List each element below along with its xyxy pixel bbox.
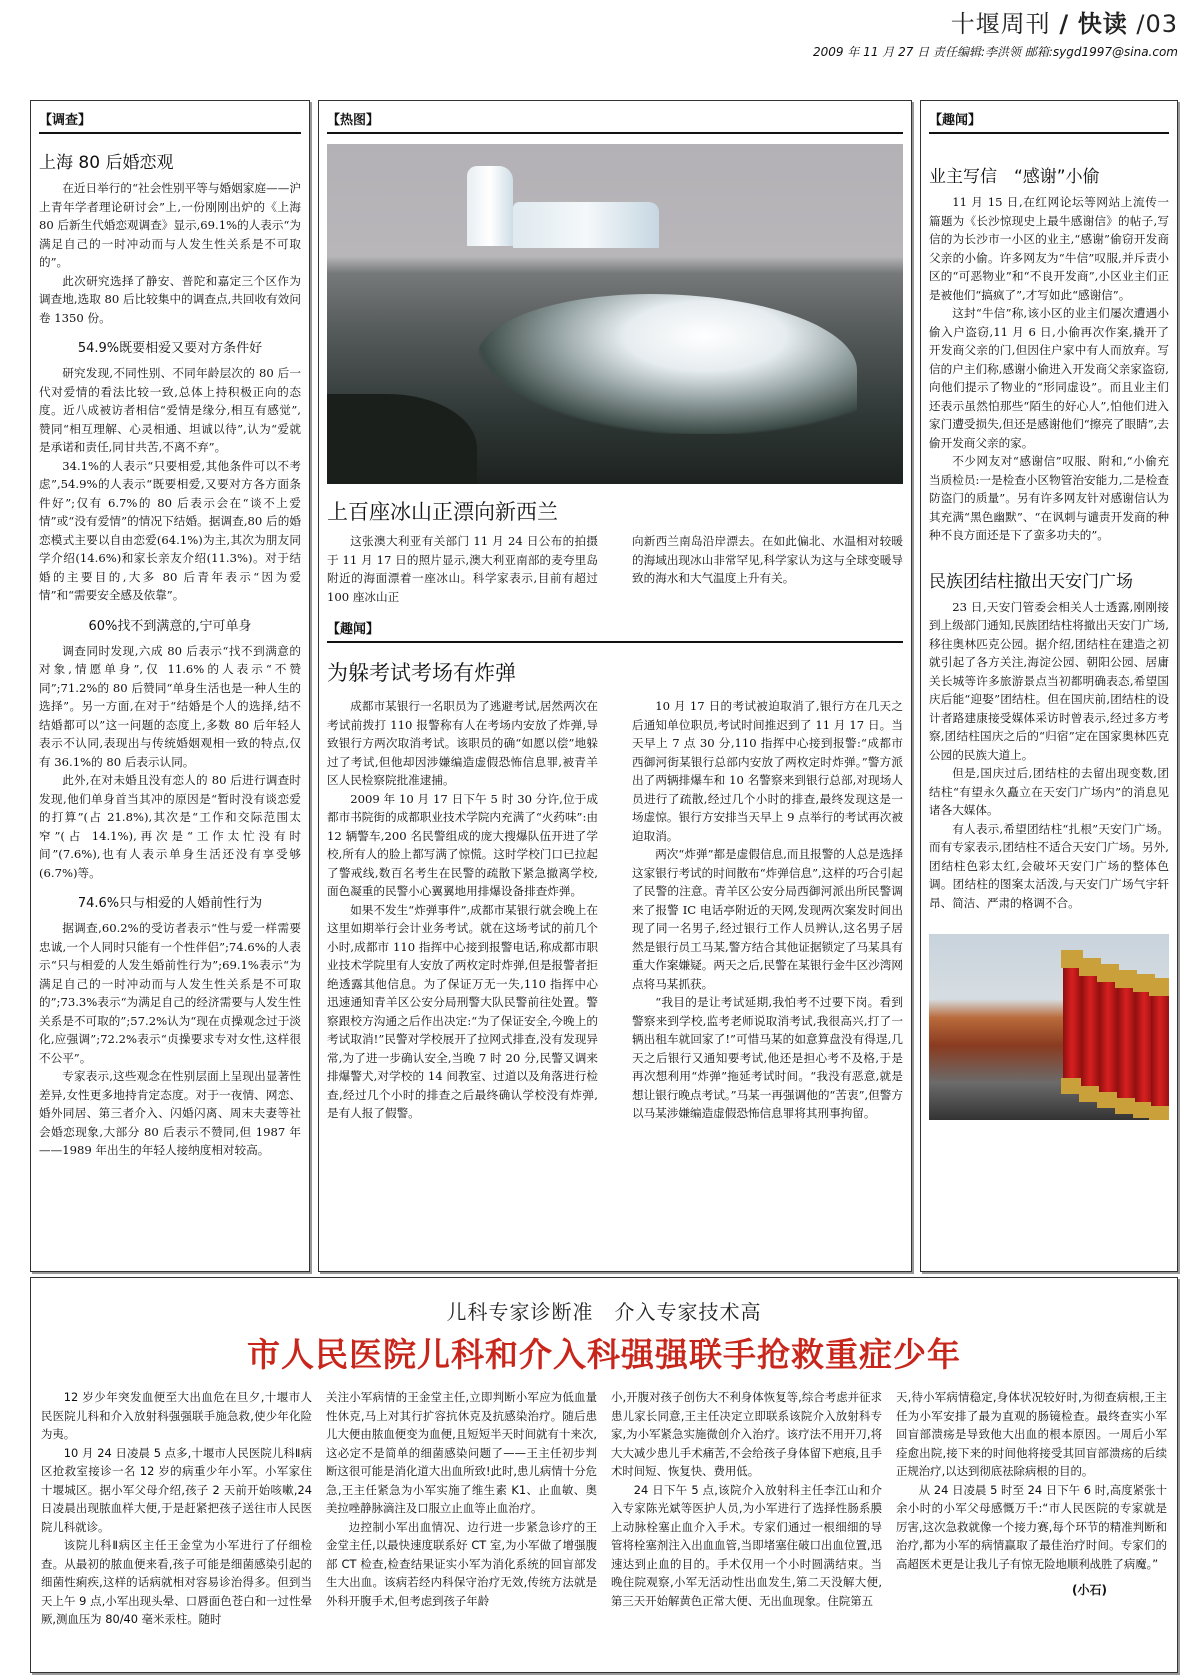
survey-paragraph: 研究发现,不同性别、不同年龄层次的 80 后一代对爱情的看法比较一致,总体上持积极正向的态度。近八成被访者相信“爱情是缘分,相互有感觉”,赞同“相互理解、心灵相通、坦诚以待”,认为“爱就是承诺和责任,同甘共苦,不离不弃”。 <box>39 366 301 454</box>
hotpic-text-1: 这张澳大利亚有关部门 11 月 24 日公布的拍摄于 11 月 17 日的照片显示,澳大利亚南部的麦夸里岛附近的海面漂着一座冰山。科学家表示,目前有超过 100 座冰山正 <box>327 534 598 604</box>
pillar-shape <box>1117 974 1135 1114</box>
bomb-paragraph: 成都市某银行一名职员为了逃避考试,居然两次在考试前拨打 110 报警称有人在考场内安放了炸弹,导致银行方两次取消考试。该职员的确“如愿以偿”地躲过了考试,但他却因涉嫌编造虚假恐怖信息罪,被青羊区人民检察院批准逮捕。 <box>327 699 598 787</box>
hospital-box <box>30 1277 1178 1673</box>
bomb-tag: 【趣闻】 <box>327 618 903 643</box>
survey-paragraph: 专家表示,这些观念在性别层面上呈现出显著性差异,女性更多地持肯定态度。对于一夜情、网恋、婚外同居、第三者介入、闪婚闪离、周末夫妻等社会婚恋现象,大部分 80 后表示不赞同,但 1987 年——1989 年出生的年轻人接纳度相对较高。 <box>39 1069 301 1157</box>
survey-subheading-1: 54.9%既要相爱又要对方条件好 <box>77 341 263 356</box>
pillar-shape <box>1099 968 1117 1108</box>
bomb-paragraph: 10 月 17 日的考试被迫取消了,银行方在几天之后通知单位职员,考试时间推迟到了 11 月 17 日。当天早上 7 点 30 分,110 指挥中心接到报警:“成都市西御河街某银行总部内安放了两枚定时炸弹。”警方派出了两辆排爆车和 10 名警察来到银行总部,对现场人员进行了疏散,经过几个小时的排查,最终发现这是一场虚惊。银行方安排当天早上 9 点举行的考试再次被迫取消。 <box>632 699 903 843</box>
funny-tag: 【趣闻】 <box>929 109 1169 134</box>
survey-box <box>30 100 310 1272</box>
wave-shape <box>477 294 857 434</box>
thief-paragraph: 不少网友对“感谢信”叹服、附和,“小偷充当质检员:一是检查小区物管治安能力,二是检查防盗门的质量”。另有许多网友针对感谢信认为其充满“黑色幽默”、“在讽刺与谴责开发商的种种不良方面还是下了蛮多功夫的”。 <box>929 454 1169 542</box>
bomb-paragraph: 两次“炸弹”都是虚假信息,而且报警的人总是选择这家银行考试的时间散布“炸弹信息”,这样的巧合引起了民警的注意。青羊区公安分局西御河派出所民警调来了报警 IC 电话亭附近的天网,发现两次案发时间出现了同一名男子,经过银行工作人员辨认,这名男子居然是银行员工马某,警方结合其他证据锁定了马某具有重大作案嫌疑。两天之后,民警在某银行金牛区沙湾网点将马某抓获。 <box>632 847 903 991</box>
iceberg-shape <box>467 166 513 246</box>
hotpic-tag: 【热图】 <box>327 109 903 134</box>
thief-paragraph: 11 月 15 日,在红网论坛等网站上流传一篇题为《长沙惊现史上最牛感谢信》的帖子,写信的为长沙市一小区的业主,“感谢”偷窃开发商父亲的小偷。许多网友为“牛信”叹服,并斥责小区的“可恶物业”和“不良开发商”,小区业主们正是被他们“搞疯了”,才写如此“感谢信”。 <box>929 195 1169 302</box>
survey-paragraph: 调查同时发现,六成 80 后表示“找不到满意的对象,情愿单身”,仅 11.6%的人表示“不赞同”;71.2%的 80 后赞同“单身生活也是一种人生的选择”。另一方面,在对于“结婚是个人的选择,结不结婚都可以”这一问题的态度上,多数 80 后年轻人表示不认同,表现出与传统婚姻观相一致的特点,仅有 36.1%的 80 后表示认同。 <box>39 643 301 769</box>
hospital-columns <box>31 1376 1177 1629</box>
section-name: 快读 <box>1077 10 1128 38</box>
survey-subheading-2: 60%找不到满意的,宁可单身 <box>88 618 252 634</box>
separator: / <box>1059 10 1070 38</box>
pillar-story-title: 民族团结柱撤出天安门广场 <box>929 571 1133 592</box>
hospital-paragraph: 12 岁少年突发血便至大出血危在旦夕,十堰市人民医院儿科和介入放射科强强联手施急救,使少年化险为夷。 <box>41 1390 312 1441</box>
hospital-paragraph: 从 24 日凌晨 5 时至 24 日下午 6 时,高度紧张十余小时的小军父母感慨万千:“市人民医院的专家就是厉害,这次急救就像一个接力赛,每个环节的精准判断和治疗,都为小军的病情赢取了最佳治疗时间。专家们的高超医术更是让我儿子有惊无险地顺利战胜了病魔。” <box>896 1482 1167 1571</box>
bomb-paragraph: “我目的是让考试延期,我怕考不过要下岗。看到警察来到学校,监考老师说取消考试,我很高兴,打了一辆出租车就回家了!”可惜马某的如意算盘没有得逞,几天之后银行又通知要考试,他还是担心考不及格,于是再次想利用“炸弹”拖延考试时间。“我没有恶意,就是想让银行晚点考试。”马某一再强调他的“苦衷”,但警方以马某涉嫌编造虚假恐怖信息罪将其刑事拘留。 <box>632 995 903 1120</box>
middle-box <box>318 100 912 1272</box>
survey-title: 上海 80 后婚恋观 <box>39 153 174 173</box>
masthead <box>813 4 1178 60</box>
byline: (小石) <box>1072 1583 1107 1597</box>
hospital-headline: 市人民医院儿科和介入科强强联手抢救重症少年 <box>247 1335 961 1374</box>
rock-shape <box>327 394 477 484</box>
pillar-paragraph: 有人表示,希望团结柱“扎根”天安门广场。而有专家表示,团结柱不适合天安门广场。另外,团结柱色彩太红,会破坏天安门广场的整体色调。团结柱的图案太活泼,与天安门广场气宇轩昂、简洁、严肃的格调不合。 <box>929 821 1169 910</box>
page-number: /03 <box>1136 10 1178 38</box>
hotpic-text-2: 向新西兰南岛沿岸漂去。在如此偏北、水温相对较暖的海域出现冰山非常罕见,科学家认为这与全球变暖导致的海水和大气温度上升有关。 <box>632 534 903 585</box>
pillar-paragraph: 23 日,天安门管委会相关人士透露,刚刚接到上级部门通知,民族团结柱将撤出天安门广场,移往奥林匹克公园。据介绍,团结柱在建造之初就引起了各方关注,海淀公园、朝阳公园、居庸关长城等许多旅游景点当初都明确表态,希望国庆后能“迎娶”团结柱。但在国庆前,团结柱的设计者路建康接受媒体采访时曾表示,经过多方考察,团结柱国庆之后的“归宿”定在国家奥林匹克公园的民族大道上。 <box>929 599 1169 762</box>
hospital-paragraph: 关注小军病情的王金堂主任,立即判断小军应为低血量性休克,马上对其行扩容抗休克及抗感染治疗。随后患儿大便由脓血便变为血便,且短短半天时间就有十来次,这必定不是简单的细菌感染问题了——王主任初步判断这很可能是消化道大出血所致!此时,患儿病情十分危急,王主任紧急为小军实施了维生素 K1、止血敏、奥美拉唑静脉滴注及口服立止血等止血治疗。 <box>326 1390 597 1515</box>
survey-paragraph: 34.1%的人表示“只要相爱,其他条件可以不考虑”,54.9%的人表示“既要相爱,又要对方各方面条件好”;仅有 6.7%的 80 后表示会在“谈不上爱情”或“没有爱情”的情况下结婚。据调查,80 后的婚恋模式主要以自由恋爱(64.1%)为主,其次为朋友同学介绍(14.6%)和家长亲友介绍(11.3%)。对于结婚的主要目的,大多 80 后青年表示“因为爱情”和“需要安全感及依靠”。 <box>39 458 301 602</box>
masthead-info: 2009 年 11 月 27 日 责任编辑:李洪领 邮箱:sygd1997@sina.com <box>813 45 1178 59</box>
survey-intro-1: 在近日举行的“社会性别平等与婚姻家庭——沪上青年学者理论研讨会”上,一份刚刚出炉的《上海 80 后新生代婚恋观调查》显示,69.1%的人表示“为满足自己的一时冲动而与人发生性关系是不可取的”。 <box>39 181 301 269</box>
survey-subheading-3: 74.6%只与相爱的人婚前性行为 <box>77 896 263 911</box>
tiananmen-photo <box>929 934 1169 1120</box>
hotpic-columns <box>319 532 911 606</box>
bomb-paragraph: 2009 年 10 月 17 日下午 5 时 30 分许,位于成都市书院街的成都职业技术学院内充满了“火药味”:由 12 辆警车,200 名民警组成的庞大搜爆队伍开进了学校,所有人的脸上都写满了惊慌。这时学校门口已拉起了警戒线,数百名考生在民警的疏散下紧急撤离学校,面色凝重的民警小心翼翼地用排爆设备排查炸弹。 <box>327 791 598 898</box>
hospital-paragraph: 边控制小军出血情况、边行进一步紧急诊疗的王金堂主任,以最快速度联系好 CT 室,为小军做了增强腹部 CT 检查,检查结果证实小军为消化系统的回盲部发生大出血。该病若经内科保守治疗无效,传统方法就是外科开腹手术,但考虑到孩子年龄 <box>326 1519 597 1608</box>
paper-name: 十堰周刊 <box>950 10 1051 38</box>
hotpic-title: 上百座冰山正漂向新西兰 <box>327 500 558 524</box>
bomb-paragraph: 如果不发生“炸弹事件”,成都市某银行就会晚上在这里如期举行会计业务考试。就在这场考试的前几个小时,成都市 110 指挥中心接到报警电话,称成都市职业技术学院里有人安放了两枚定时炸弹,但是报警者拒绝透露其他信息。为了保证万无一失,110 指挥中心迅速通知青羊区公安分局刑警大队民警前往处置。警察跟校方沟通之后作出决定:“为了保证安全,今晚上的考试取消!”民警对学校展开了拉网式排查,没有发现异常,为了进一步确认安全,当晚 7 时 20 分,民警又调来排爆警犬,对学校的 14 间教室、过道以及角落进行检查,经过几个小时的排查之后最终确认学校没有炸弹,是有人报了假警。 <box>327 902 598 1120</box>
survey-paragraph: 此外,在对未婚且没有恋人的 80 后进行调查时发现,他们单身首当其冲的原因是“暂时没有谈恋爱的打算”(占 21.8%),其次是“工作和交际范围太窄”(占 14.1%),再次是“工作太忙没有时间”(7.6%),也有人表示单身生活还没有享受够(6.7%)等。 <box>39 773 301 880</box>
survey-paragraph: 据调查,60.2%的受访者表示“性与爱一样需要忠诚,一个人同时只能有一个性伴侣”;74.6%的人表示“只与相爱的人发生婚前性行为”;69.1%表示“为满足自己的一时冲动而与人发生性关系是不可取的”;73.3%表示“为满足自己的经济需要与人发生性关系是不可取的”;57.2%认为“现在贞操观念过于淡化,应强调”;72.2%表示“贞操要求专对女性,这样很不公平”。 <box>39 921 301 1065</box>
bomb-title: 为躲考试考场有炸弹 <box>327 661 516 685</box>
funny-box <box>920 100 1178 1272</box>
bomb-columns <box>319 697 911 1123</box>
masthead-title <box>813 4 1178 39</box>
iceberg-photo <box>327 144 903 484</box>
hospital-paragraph: 小,开腹对孩子创伤大不利身体恢复等,综合考虑并征求患儿家长同意,王主任决定立即联系该院介入放射科专家,为小军紧急实施微创介入治疗。该疗法不用开刀,将大大减少患儿手术痛苦,不会给孩子身体留下疤痕,且手术时间短、恢复快、费用低。 <box>611 1390 882 1478</box>
hospital-paragraph: 天,待小军病情稳定,身体状况较好时,为彻查病根,王主任为小军安排了最为直观的肠镜检查。最终查实小军回盲部溃疡是导致他大出血的根本原因。一周后小军痊愈出院,接下来的时间他将接受其回盲部溃疡的后续正规治疗,以达到彻底祛除病根的目的。 <box>896 1390 1167 1478</box>
pillar-shape <box>1081 962 1099 1102</box>
hospital-paragraph: 该院儿科Ⅱ病区主任王金堂为小军进行了仔细检查。从最初的脓血便来看,孩子可能是细菌感染引起的细菌性痢疾,这样的话病就相对容易诊治得多。但到当天上午 9 点,小军出现头晕、口唇面色苍白和一过性晕厥,测血压为 80/40 毫米汞柱。随时 <box>41 1538 312 1626</box>
thief-paragraph: 这封“牛信”称,该小区的业主们屡次遭遇小偷入户盗窃,11 月 6 日,小偷再次作案,撬开了开发商父亲的门,但因住户家中有人而放弃。写信的户主们称,感谢小偷进入开发商父亲家盗窃,向他们提示了物业的“形同虚设”。而且业主们还表示虽然怕那些“陌生的好心人”,怕他们进入家门遭受损失,但还是感谢他们“擦亮了眼睛”,去偷开发商父亲的家。 <box>929 306 1169 450</box>
thief-story-title: 业主写信 “感谢”小偷 <box>929 167 1100 187</box>
pillar-shape <box>1151 982 1169 1120</box>
hospital-paragraph: 10 月 24 日凌晨 5 点多,十堰市人民医院儿科Ⅱ病区抢救室接诊一名 12 岁的病重少年小军。小军家住十堰城区。据小军父母介绍,孩子 2 天前开始咳嗽,24 日凌晨出现脓血样大便,于是赶紧把孩子送往市人民医院儿科就诊。 <box>41 1445 312 1534</box>
iceberg-shape <box>513 202 659 248</box>
survey-tag: 【调查】 <box>39 109 301 134</box>
hospital-paragraph: 24 日下午 5 点,该院介入放射科主任李江山和介入专家陈光斌等医护人员,为小军进行了选择性肠系膜上动脉栓塞止血介入手术。专家们通过一根细细的导管将栓塞剂注入出血血管,当即堵塞住破口出血位置,迅速达到止血的目的。手术仅用一个小时圆满结束。当晚住院观察,小军无活动性出血发生,第二天没解大便,第三天开始解黄色正常大便、无出血现象。住院第五 <box>611 1482 882 1608</box>
survey-intro-2: 此次研究选择了静安、普陀和嘉定三个区作为调查地,选取 80 后比较集中的调查点,共回收有效问卷 1350 份。 <box>39 273 301 325</box>
pillar-paragraph: 但是,国庆过后,团结柱的去留出现变数,团结柱“有望永久矗立在天安门广场内”的消息见诸各大媒体。 <box>929 766 1169 817</box>
hospital-kicker: 儿科专家诊断准 介入专家技术高 <box>446 1300 762 1324</box>
